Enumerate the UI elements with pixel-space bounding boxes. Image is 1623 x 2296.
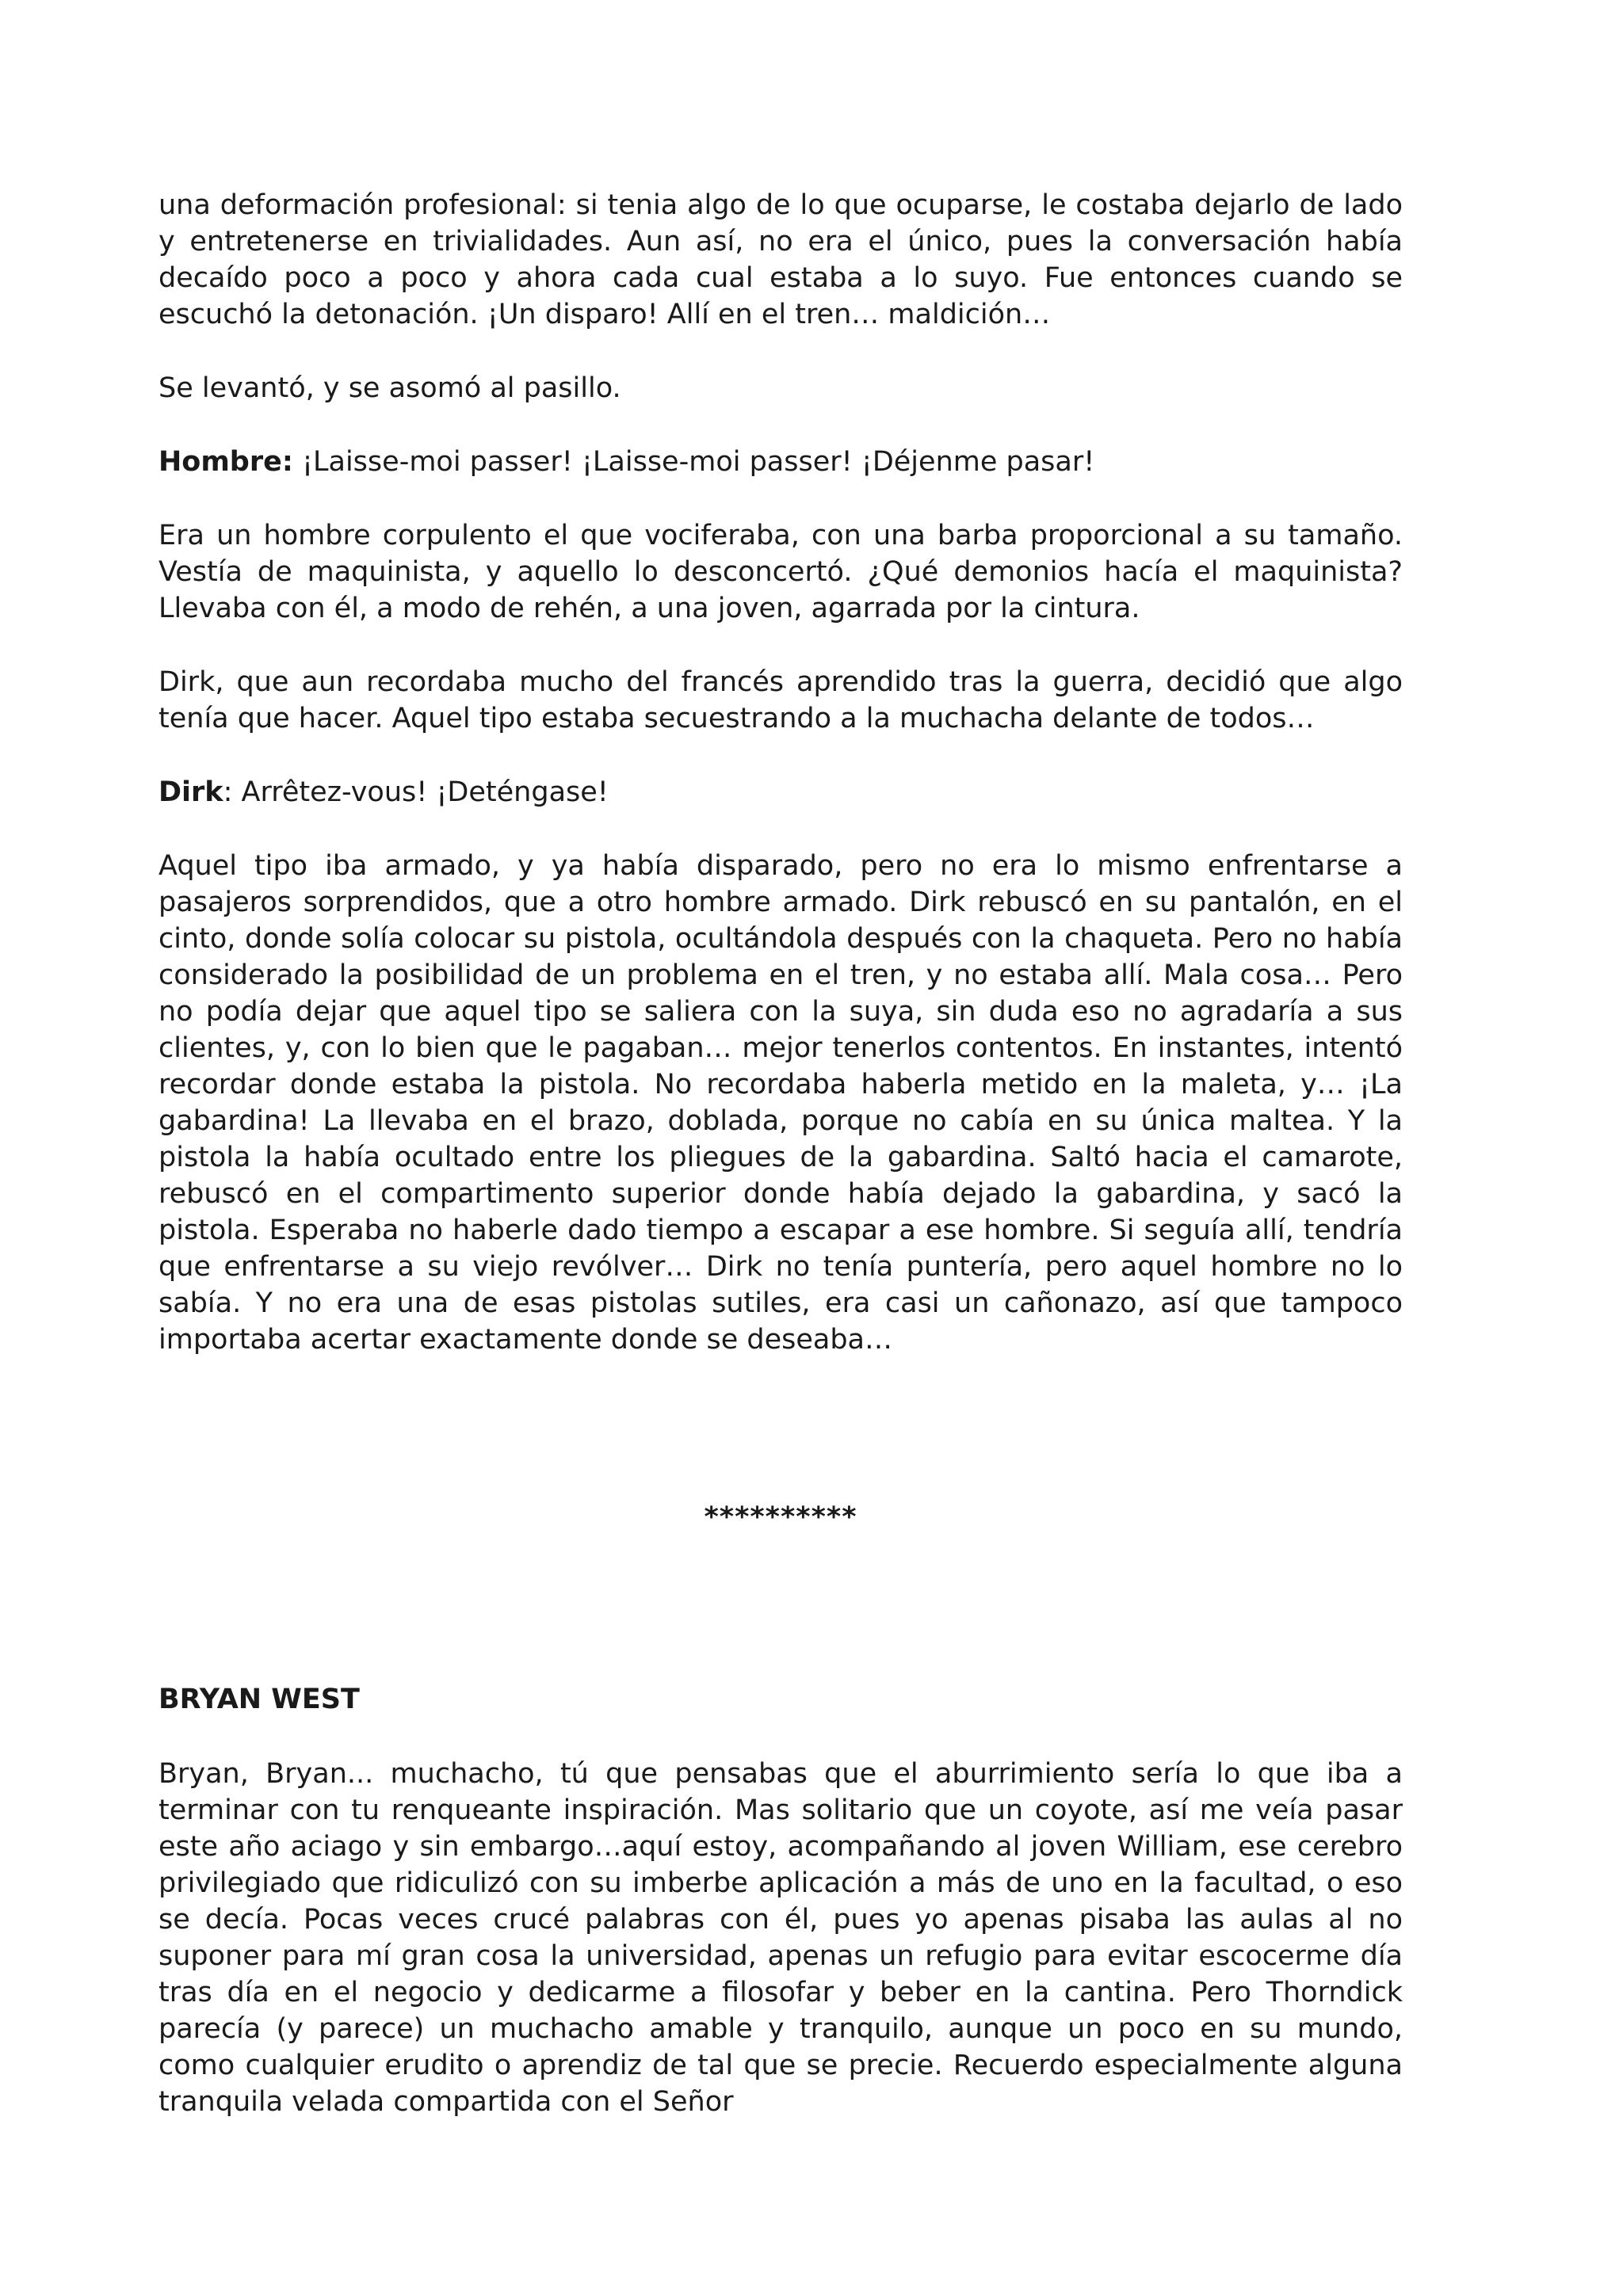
speaker-label: Dirk [158,776,223,808]
section-separator: ********** [704,1501,857,1533]
section-body-paragraph: Bryan, Bryan... muchacho, tú que pensabas que el aburrimiento sería lo que iba a terminar con tu renqueante inspiración. Mas solitario que un coyote, así me veía pasar este año aciago y sin embargo…aquí estoy, acompañando al joven William, ese cerebro privilegiado que ridiculizó con su imberbe aplicación a más de uno en la facultad, o eso se decía. Pocas veces crucé palabras con él, pues yo apenas pisaba las aulas al no suponer para mí gran cosa la universidad, apenas un refugio para evitar escocerme día tras día en el negocio y dedicarme a filosofar y beber en la cantina. Pero Thorndick parecía (y parece) un muchacho amable y tranquilo, aunque un poco en su mundo, como cualquier erudito o aprendiz de tal que se precie. Recuerdo especialmente alguna tranquila velada compartida con el Señor [158,1758,1403,2118]
paragraph-intro: una deformación profesional: si tenia algo de lo que ocuparse, le costaba dejarlo de lado y entretenerse en trivialidades. Aun así, no era el único, pues la conversación había decaído poco a poco y ahora cada cual estaba a lo suyo. Fue entonces cuando se escuchó la detonación. ¡Un disparo! Allí en el tren… maldición… [158,189,1403,330]
dialogue-text: ¡Laisse-moi passer! ¡Laisse-moi passer! ¡Déjenme pasar! [292,446,1095,478]
paragraph-se-levanto: Se levantó, y se asomó al pasillo. [158,372,621,404]
dialogue-dirk [158,774,1403,810]
paragraph-hombre-corpulento: Era un hombre corpulento el que vociferaba, con una barba proporcional a su tamaño. Vestía de maquinista, y aquello lo desconcertó. ¿Qué demonios hacía el maquinista? Llevaba con él, a modo de rehén, a una joven, agarrada por la cintura. [158,520,1403,624]
document-page [158,187,1403,2118]
paragraph-pistola: Aquel tipo iba armado, y ya había disparado, pero no era lo mismo enfrentarse a pasajeros sorprendidos, que a otro hombre armado. Dirk rebuscó en su pantalón, en el cinto, donde solía colocar su pistola, ocultándola después con la chaqueta. Pero no había considerado la posibilidad de un problema en el tren, y no estaba allí. Mala cosa… Pero no podía dejar que aquel tipo se saliera con la suya, sin duda eso no agradaría a sus clientes, y, con lo bien que le pagaban… mejor tenerlos contentos. En instantes, intentó recordar donde estaba la pistola. No recordaba haberla metido en la maleta, y… ¡La gabardina! La llevaba en el brazo, doblada, porque no cabía en su única maltea. Y la pistola la había ocultado entre los pliegues de la gabardina. Saltó hacia el camarote, rebuscó en el compartimento superior donde había dejado la gabardina, y sacó la pistola. Esperaba no haberle dado tiempo a escapar a ese hombre. Si seguía allí, tendría que enfrentarse a su viejo revólver… Dirk no tenía puntería, pero aquel hombre no lo sabía. Y no era una de esas pistolas sutiles, era casi un cañonazo, así que tampoco importaba acertar exactamente donde se deseaba… [158,850,1403,1356]
speaker-label: Hombre: [158,446,293,478]
section-heading: BRYAN WEST [158,1684,360,1715]
paragraph-dirk-frances: Dirk, que aun recordaba mucho del francés aprendido tras la guerra, decidió que algo tenía que hacer. Aquel tipo estaba secuestrando a la muchacha delante de todos… [158,666,1403,734]
dialogue-text: : Arrêtez-vous! ¡Deténgase! [223,776,609,808]
dialogue-hombre [158,444,1403,480]
